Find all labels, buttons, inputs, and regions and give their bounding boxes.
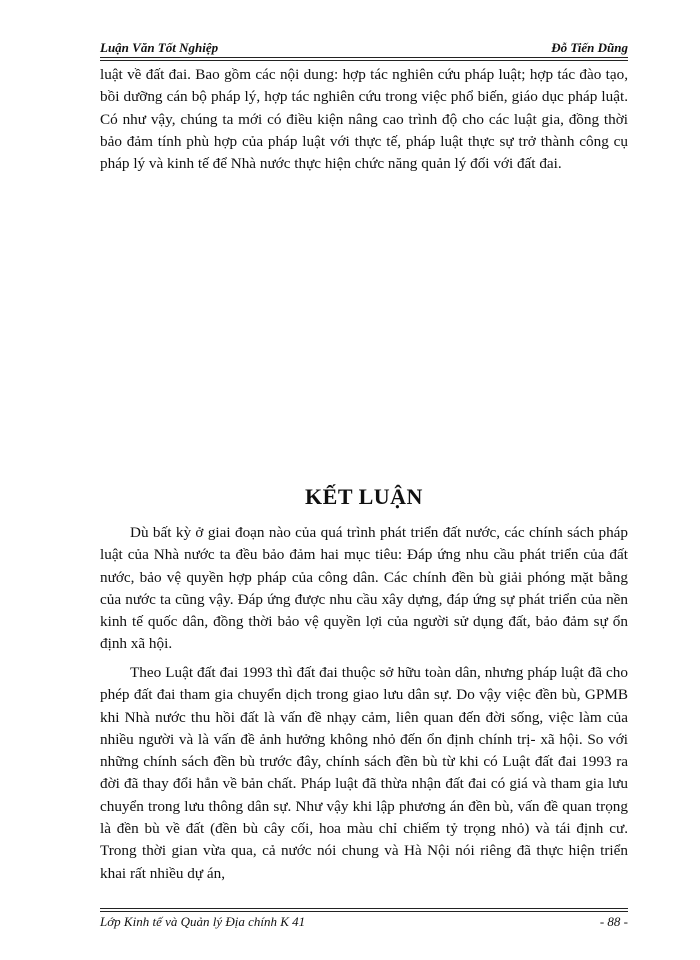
header-thesis-title: Luận Văn Tốt Nghiệp: [100, 40, 219, 55]
page-footer: [100, 912, 628, 932]
paragraph-conclusion-2: Theo Luật đất đai 1993 thì đất đai thuộc sở hữu toàn dân, nhưng pháp luật đã cho phép đất đai tham gia chuyển dịch trong giao lưu dân sự. Do vậy việc đền bù, GPMB khi Nhà nước thu hồi đất là vấn đề nhạy cảm, liên quan đến đời sống, việc làm của nhiều người và là vấn đề ảnh hưởng không nhỏ đến ổn định chính trị- xã hội. So với những chính sách đền bù trước đây, chính sách đền bù từ khi có Luật đất đai 1993 ra đời đã thay đổi hẳn về bản chất. Pháp luật đã thừa nhận đất đai có giá và tham gia lưu chuyển trong lưu thông dân sự. Như vậy khi lập phương án đền bù, vấn đề quan trọng là đền bù về đất (đền bù cây cối, hoa màu chỉ chiếm tỷ trọng nhỏ) và tái định cư. Trong thời gian vừa qua, cả nước nói chung và Hà Nội nói riêng đã thực hiện triển khai rất nhiều dự án,: [100, 664, 628, 882]
header-rule-thin: [100, 60, 628, 61]
footer-rule-thin: [100, 908, 628, 909]
paragraph-conclusion-1: Dù bất kỳ ở giai đoạn nào của quá trình phát triển đất nước, các chính sách pháp luật của Nhà nước ta đều bảo đảm hai mục tiêu: Đáp ứng nhu cầu phát triển của đất nước, bảo vệ quyền hợp pháp của công dân. Các chính đền bù giải phóng mặt bằng của nước ta cũng vậy. Đáp ứng được nhu cầu xây dựng, đáp ứng sự phát triển của nền kinh tế quốc dân, đồng thời bảo vệ quyền lợi của người sử dụng đất, bảo đảm sự ổn định xã hội.: [100, 524, 628, 653]
paragraph-continuation: luật về đất đai. Bao gồm các nội dung: hợp tác nghiên cứu pháp luật; hợp tác đào tạo, bồi dưỡng cán bộ pháp lý, hợp tác nghiên cứu trong việc phổ biến, giáo dục pháp luật. Có như vậy, chúng ta mới có điều kiện nâng cao trình độ cho các luật gia, đồng thời bảo đảm tính phù hợp của pháp luật với thực tế, pháp luật thực sự trở thành công cụ pháp lý và kinh tế để Nhà nước thực hiện chức năng quản lý đối với đất đai.: [100, 66, 628, 173]
page-number: - 88 -: [599, 914, 628, 929]
section-title: KẾT LUẬN: [305, 484, 423, 509]
footer-class-name: Lớp Kinh tế và Quản lý Địa chính K 41: [100, 914, 306, 929]
header-rule: [100, 57, 628, 58]
page-header: [100, 38, 628, 58]
header-author: Đỗ Tiến Dũng: [551, 40, 628, 55]
